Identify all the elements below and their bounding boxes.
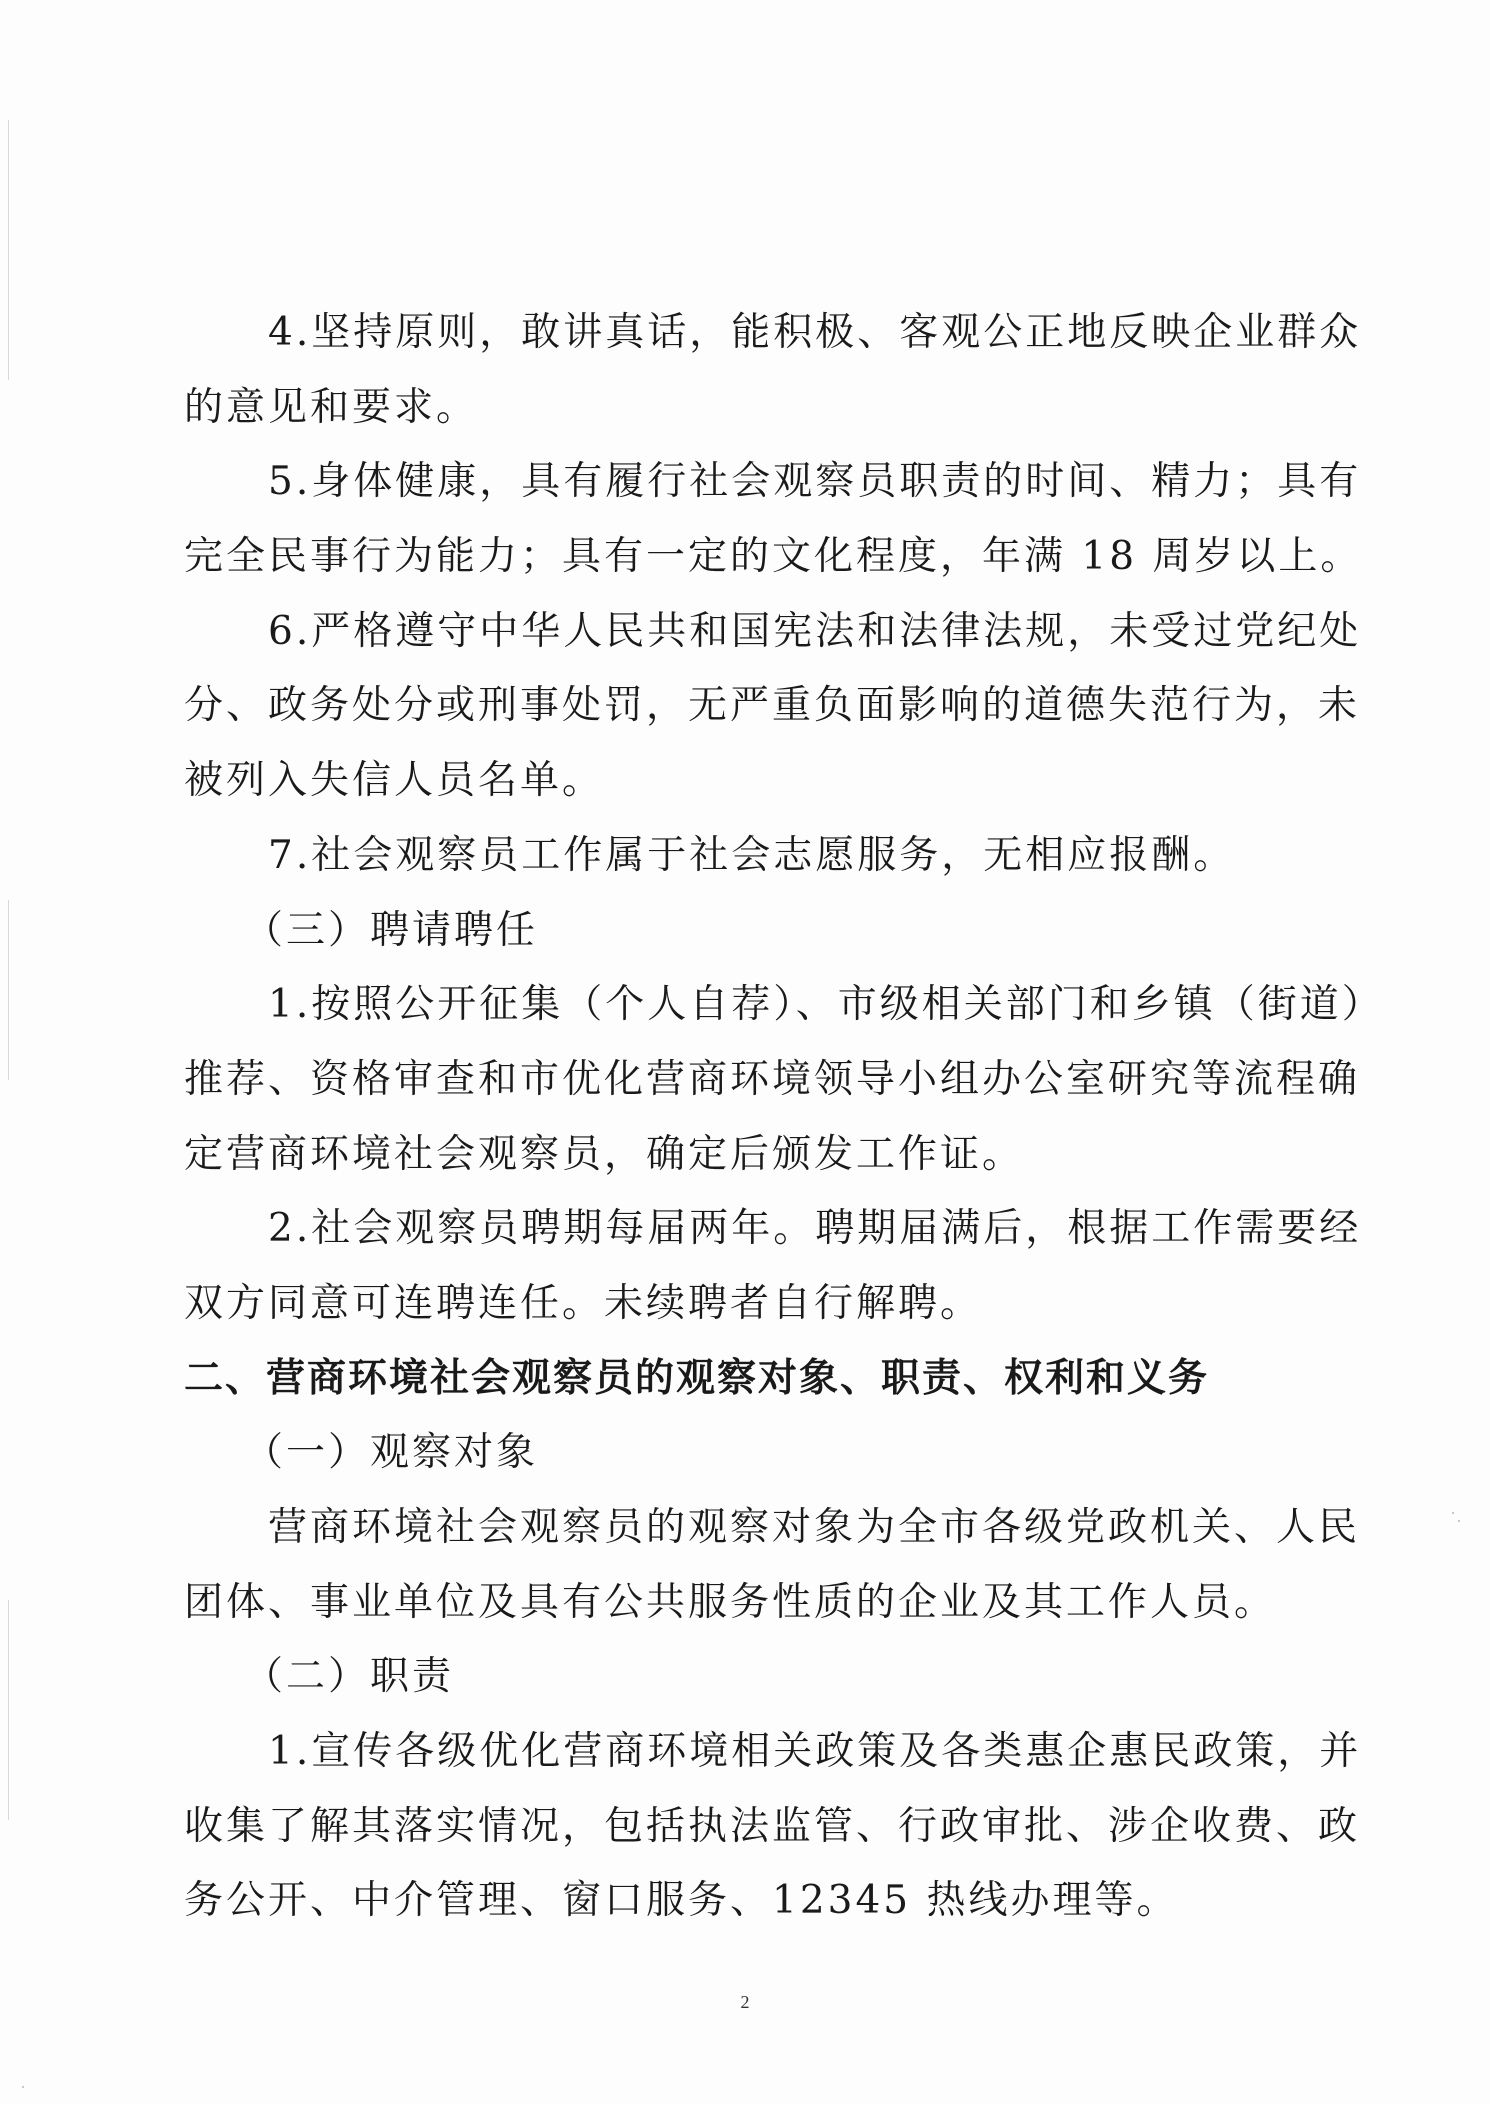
text-line: 推荐、资格审查和市优化营商环境领导小组办公室研究等流程确 <box>184 1056 1361 1102</box>
scan-speck <box>1452 1512 1454 1514</box>
text-line: 6.严格遵守中华人民共和国宪法和法律法规，未受过党纪处 <box>268 608 1362 654</box>
text-line: 7.社会观察员工作属于社会志愿服务，无相应报酬。 <box>268 832 1236 878</box>
text-line: 双方同意可连聘连任。未续聘者自行解聘。 <box>184 1280 983 1326</box>
text-line: 2.社会观察员聘期每届两年。聘期届满后，根据工作需要经 <box>268 1206 1362 1252</box>
text-line: 营商环境社会观察员的观察对象为全市各级党政机关、人民 <box>268 1505 1361 1550</box>
text-line: 4.坚持原则，敢讲真话，能积极、客观公正地反映企业群众 <box>268 310 1362 355</box>
scan-speck <box>1458 1520 1460 1522</box>
subsection-heading: （三）聘请聘任 <box>244 907 539 953</box>
text-line: 1.宣传各级优化营商环境相关政策及各类惠企惠民政策，并 <box>268 1729 1362 1775</box>
section-heading: 二、营商环境社会观察员的观察对象、职责、权利和义务 <box>184 1355 1210 1401</box>
text-line: 收集了解其落实情况，包括执法监管、行政审批、涉企收费、政 <box>184 1803 1361 1849</box>
text-line: 5.身体健康，具有履行社会观察员职责的时间、精力；具有 <box>268 459 1362 505</box>
document-body <box>184 296 1384 1939</box>
scan-edge-mark <box>8 120 9 380</box>
scan-edge-mark <box>8 900 9 1080</box>
text-line: 定营商环境社会观察员，确定后颁发工作证。 <box>184 1131 1025 1177</box>
scan-speck <box>22 2086 24 2088</box>
scan-edge-mark <box>8 1600 9 1820</box>
subsection-heading: （二）职责 <box>244 1654 455 1700</box>
text-line: 团体、事业单位及具有公共服务性质的企业及其工作人员。 <box>184 1579 1277 1625</box>
subsection-heading: （一）观察对象 <box>244 1430 539 1476</box>
text-line: 的意见和要求。 <box>184 384 479 430</box>
page-number: 2 <box>740 1992 750 2012</box>
text-line: 分、政务处分或刑事处罚，无严重负面影响的道德失范行为，未 <box>184 683 1361 729</box>
text-line: 完全民事行为能力；具有一定的文化程度，年满 18 周岁以上。 <box>184 534 1363 580</box>
text-line: 务公开、中介管理、窗口服务、12345 热线办理等。 <box>184 1878 1179 1924</box>
text-line: 被列入失信人员名单。 <box>184 758 605 804</box>
text-line: 1.按照公开征集（个人自荐）、市级相关部门和乡镇（街道） <box>268 982 1384 1028</box>
